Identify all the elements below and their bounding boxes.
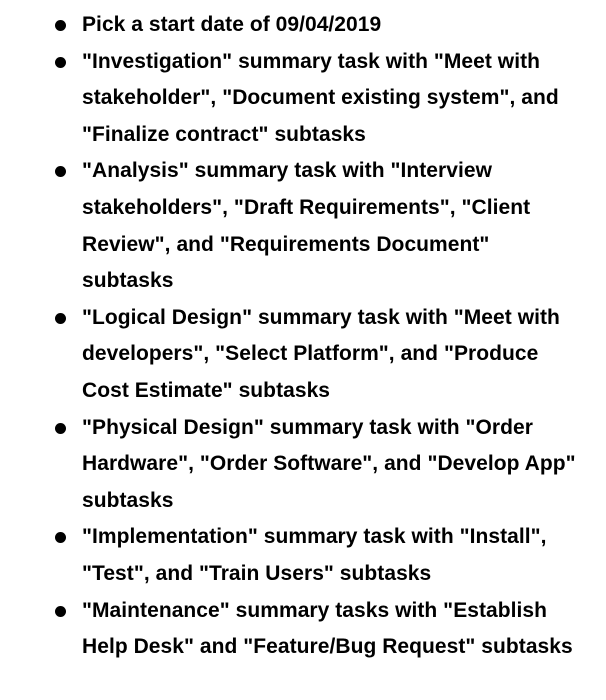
- list-item-text: "Analysis" summary task with "Interview stakeholders", "Draft Requirements", "Client Review", and "Requirements Document" subtasks: [82, 159, 531, 293]
- bullet-icon: [55, 57, 66, 68]
- list-item-text: "Logical Design" summary task with "Meet with developers", "Select Platform", and "Produce Cost Estimate" subtasks: [82, 305, 560, 402]
- bullet-icon: [55, 313, 66, 324]
- list-item-text: "Physical Design" summary task with "Order Hardware", "Order Software", and "Develop App" subtasks: [82, 415, 576, 512]
- list-item-implementation: [0, 519, 606, 592]
- list-item-text: "Implementation" summary task with "Install", "Test", and "Train Users" subtasks: [82, 525, 547, 585]
- list-item-logical-design: [0, 300, 606, 410]
- bullet-icon: [55, 166, 66, 177]
- list-item-start-date: [0, 7, 606, 44]
- list-item-maintenance: [0, 593, 606, 666]
- list-item-investigation: [0, 44, 606, 154]
- bullet-icon: [55, 532, 66, 543]
- list-item-text: "Investigation" summary task with "Meet with stakeholder", "Document existing system", and "Finalize contract" subtasks: [82, 49, 559, 146]
- list-item-text: Pick a start date of 09/04/2019: [82, 13, 382, 36]
- list-item-text: "Maintenance" summary tasks with "Establish Help Desk" and "Feature/Bug Request" subtasks: [82, 598, 573, 659]
- list-item-analysis: [0, 153, 606, 299]
- bullet-icon: [55, 606, 66, 617]
- list-item-physical-design: [0, 410, 606, 520]
- bullet-icon: [55, 423, 66, 434]
- task-bullet-list: [0, 7, 606, 666]
- bullet-icon: [55, 20, 66, 31]
